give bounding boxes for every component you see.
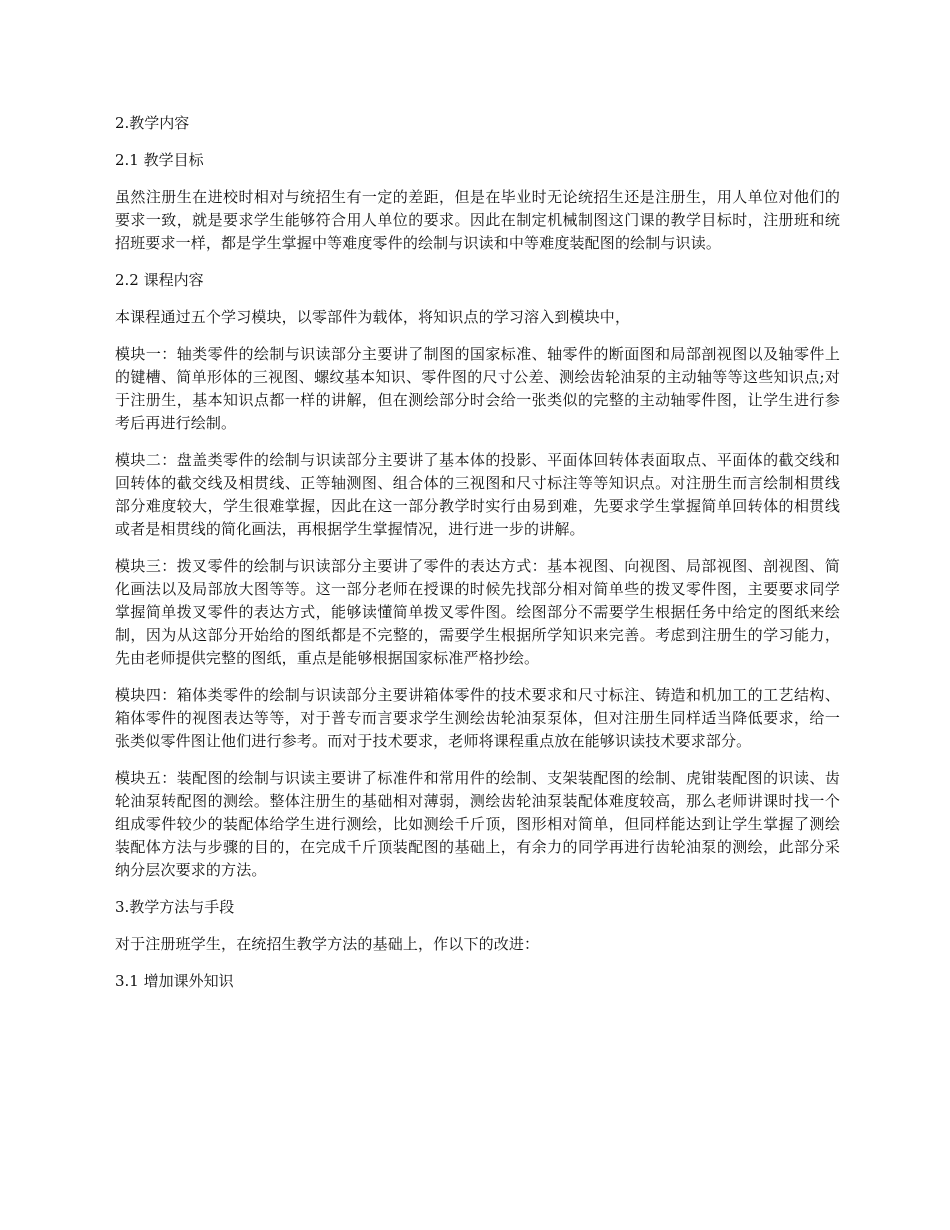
paragraph-module-4: 模块四：箱体类零件的绘制与识读部分主要讲箱体零件的技术要求和尺寸标注、铸造和机加工的工艺结构、箱体零件的视图表达等等，对于普专而言要求学生测绘齿轮油泵泵体，但对注册生同样适当降低要求，给一张类似零件图让他们进行参考。而对于技术要求，老师将课程重点放在能够识读技术要求部分。 [115,686,840,750]
section-heading-teaching-methods: 3.教学方法与手段 [115,898,235,916]
paragraph-module-1: 模块一：轴类零件的绘制与识读部分主要讲了制图的国家标准、轴零件的断面图和局部剖视图以及轴零件上的键槽、简单形体的三视图、螺纹基本知识、零件图的尺寸公差、测绘齿轮油泵的主动轴等等这些知识点;对于注册生，基本知识点都一样的讲解，但在测绘部分时会给一张类似的完整的主动轴零件图，让学生进行参考后再进行绘制。 [115,345,840,432]
subsection-heading-teaching-goals: 2.1 教学目标 [115,151,204,169]
document-page [115,112,840,1007]
subsection-heading-extra-knowledge: 3.1 增加课外知识 [115,972,234,990]
paragraph-course-intro: 本课程通过五个学习模块，以零部件为载体，将知识点的学习溶入到模块中， [115,308,631,326]
section-heading-teaching-content: 2.教学内容 [115,114,190,132]
paragraph-methods-intro: 对于注册班学生，在统招生教学方法的基础上，作以下的改进： [115,935,540,953]
subsection-heading-course-content: 2.2 课程内容 [115,271,204,289]
paragraph-module-2: 模块二：盘盖类零件的绘制与识读部分主要讲了基本体的投影、平面体回转体表面取点、平面体的截交线和回转体的截交线及相贯线、正等轴测图、组合体的三视图和尺寸标注等等知识点。对注册生而言绘制相贯线部分难度较大，学生很难掌握，因此在这一部分教学时实行由易到难，先要求学生掌握简单回转体的相贯线或者是相贯线的简化画法，再根据学生掌握情况，进行进一步的讲解。 [115,451,840,538]
paragraph-module-3: 模块三：拨叉零件的绘制与识读部分主要讲了零件的表达方式：基本视图、向视图、局部视图、剖视图、简化画法以及局部放大图等等。这一部分老师在授课的时候先找部分相对简单些的拨叉零件图，主要要求同学掌握简单拨叉零件的表达方式，能够读懂简单拨叉零件图。绘图部分不需要学生根据任务中给定的图纸来绘制，因为从这部分开始给的图纸都是不完整的，需要学生根据所学知识来完善。考虑到注册生的学习能力，先由老师提供完整的图纸，重点是能够根据国家标准严格抄绘。 [115,557,840,667]
paragraph-module-5: 模块五：装配图的绘制与识读主要讲了标准件和常用件的绘制、支架装配图的绘制、虎钳装配图的识读、齿轮油泵转配图的测绘。整体注册生的基础相对薄弱，测绘齿轮油泵装配体难度较高，那么老师讲课时找一个组成零件较少的装配体给学生进行测绘，比如测绘千斤顶，图形相对简单，但同样能达到让学生掌握了测绘装配体方法与步骤的目的，在完成千斤顶装配图的基础上，有余力的同学再进行齿轮油泵的测绘，此部分采纳分层次要求的方法。 [115,769,840,879]
paragraph-teaching-goals: 虽然注册生在进校时相对与统招生有一定的差距，但是在毕业时无论统招生还是注册生，用人单位对他们的要求一致，就是要求学生能够符合用人单位的要求。因此在制定机械制图这门课的教学目标时，注册班和统招班要求一样，都是学生掌握中等难度零件的绘制与识读和中等难度装配图的绘制与识读。 [115,188,840,252]
